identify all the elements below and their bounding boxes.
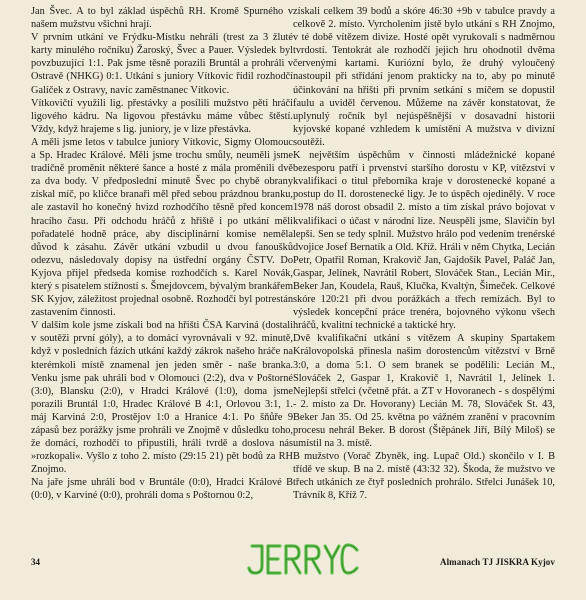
paragraph: Dvě kvalifikační utkání s vítězem A skupiny Spartakem Královopolská přinesla našim dorostencům vítězství v Brně 3:0, a doma 5:1. O sem branek se podělili: Lecián M., Slováček 2, Gaspar 1, Krakovič 1, Navrátil 1, Jelínek 1. Nejlepší střelci (včetně přát. a ZT v Hovoranech - s dospělými - 2. místo za Dr. Hovorany) Lecián M. 78, Slováček St. 43, Beker Jan 35. Od 25. května po vážném zranění v pracovním procesu nehrál Beker. B dorost (Štěpánek Jiří, Bílý Miloš) se umístil na 3. místě. <box>293 333 555 450</box>
paragraph: Vítkovičtí využili lig. přestávky a posílili mužstvo pěti hráči ligového kádru. Na ligovou přestávku máme vůbec štěstí. Vždy, když hrajeme s lig. juniory, je v lize přestávka. <box>31 97 293 135</box>
paragraph: V dalším kole jsme získali bod na hřišti ČSA Karviná (dostali v soutěži první góly), a to domácí vyrovnávali v 92. minutě, když v posledních fázích utkání každý zákrok našeho hráče na kterémkoli místě znamenal jen jeden směr - naše branka. Venku jsme pak uhráli bod v Olomouci (2:2), dva v Poštorné (3:0), Blansku (2:0), v Hradci Králové (1:0), doma jsme porazili Bruntál 1:0, Hradec Králové B 4:1, Orlovou 3:1, 1. máj Karviná 2:0, Prostějov 1:0 a Hranice 4:1. Po šňůře 9 zápasů bez porážky jsme prohráli ve Znojmě v důsledku toho, že domácí, rozhodčí to připustili, hráli tvrdě a doslova nás »rozkopali«. Vyšlo z toho 2. místo (29:15 21) pět bodů za RH Znojmo. <box>31 320 293 476</box>
paragraph: získali celkem 39 bodů a skóre 46:30 +9b v tabulce pravdy a celkově 2. místo. Vyrcholením jistě bylo utkání s RH Znojmo, v té době vítězem divize. Hosté opět vyrukovali s nadměrnou tvrdostí. Tentokrát ale rozhodčí jejich hru ohodnotil dvěma červenými kartami. Kuriózní bylo, že druhý vyloučený nastoupil při střídání jenom prakticky na to, aby po minutě účinkování na hřišti při prvním setkání s míčem se dopustil faulu a uviděl červenou. Můžeme na závěr konstatovat, že uplynulý ročník byl nejúspěšnější v dosavadní historii kyjovské kopané vzhledem k umístění A mužstva v divizní soutěži. <box>293 6 555 148</box>
page-footer <box>31 554 555 584</box>
left-text-column <box>31 5 293 503</box>
paragraph: A měli jsme letos v tabulce juniory Vítkovic, Sigmy Olomouc a Sp. Hradec Králové. Měli jsme trochu smůly, neuměli jsme tradičně proměnit některé šance a hosté z mála proměnili dvě za dva body. V předposlední minutě Švec po chybě obrany získal míč, po kličce branaři měl před sebou prázdnou branku, ale zastavil ho konečný hvizd rozhodčího těsně před koncem hracího času. Při odchodu hráčů z hřiště i po utkání měli pořadatelé hodně práce, aby disciplinární komise neměla důvod k zásahu. Závěr utkání vzbudil u dvou fanoušků odezvu, následovaly dopisy na ústřední orgány ČSTV. Do Kyjova přijel předseda komise rozhodčích s. Karel Novák, který s pisatelem stížností s. Šmejdovcem, bývalým brankářem SK Kyjov, záležitost projednal osobně. Rozhodčí byl potrestán zastavením činnosti. <box>31 136 293 319</box>
page-number: 34 <box>31 557 40 567</box>
paragraph: K největším úspěchům v činnosti mládežnické kopané bezesporu patří i prvenství staršího dorostu v KP, vítězství v kvalifikaci o titul přeborníka kraje v dorostenecké kopané a postup do II. dorostenecké ligy. Je to úspěch ojedinělý. V roce 1978 náš dorost obsadil 2. místo a tím získal právo bojovat v kvalifikaci o účast v národní lize. Neuspěli jsme, Slavičín byl lepší. Sen se tedy splnil. Mužstvo hrálo pod vedením trenérské dvojice Josef Bernatík a Old. Kříž. Hráli v něm Chytka, Lecián Petr, Opatřil Roman, Krakovič Jan, Gajdošík Pavel, Paláč Jan, Gaspar, Jelínek, Navrátil Robert, Slováček Stan., Lecián Mir., Beker Jan, Koudela, Rauš, Klučka, Kvaltýn, Šimeček. Celkové skóre 120:21 při dvou porážkách a třech remízách. Byl to výsledek koncepční práce trenéra, bojovného výkonu všech hráčů, kvalitní technické a taktické hry. <box>293 150 555 332</box>
paragraph: Jan Švec. A to byl základ úspěchů RH. Kromě Spurného v našem mužstvu všichni hrají. <box>31 6 293 31</box>
jerryc-logo <box>246 540 361 580</box>
paragraph: Na jaře jsme uhráli bod v Bruntále (0:0), Hradci Králové B (0:0), v Karviné (0:0), prohráli doma s Poštornou 0:2, <box>31 477 293 502</box>
paragraph: V prvním utkání ve Frýdku-Místku nehráli (trest za 3 žluté karty minulého ročníku) Žaroský, Švec a Pauer. Výsledek byl povzbuzující 1:1. Pak jsme těsně porazili Bruntál a prohráli v Ostravě (NHKG) 0:1. Utkání s juniory Vítkovic řídil rozhodčí Galíček z Ostravy, navíc zaměstnanec Vítkovic. <box>31 32 293 96</box>
right-text-column <box>293 5 555 503</box>
publication-title: Almanach TJ JISKRA Kyjov <box>439 557 555 567</box>
paragraph: B mužstvo (Vorač Zbyněk, ing. Lupač Old.) skončilo v I. B třídě ve skup. B na 2. místě (43:32 32). Škoda, že mužstvo ve třech utkáních ze čtyř posledních prohrálo. Střelci Junášek 10, Trávník 8, Kříž 7. <box>293 451 555 502</box>
